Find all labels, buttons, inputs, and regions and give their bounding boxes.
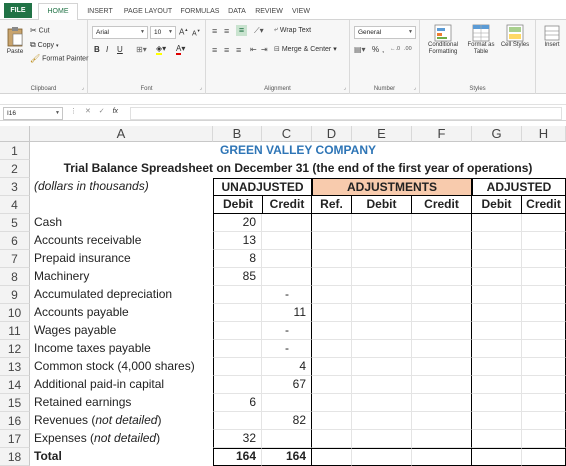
grid-cell[interactable] [472,340,522,358]
grid-cell[interactable] [522,394,566,412]
grid-cell[interactable] [352,376,412,394]
chevron-down-icon: ▼ [55,110,60,116]
font-launcher-icon[interactable]: ⌟ [199,85,202,91]
name-box[interactable] [3,107,63,120]
borders-icon[interactable]: ⊞▾ [136,45,147,54]
column-header-b[interactable]: B [213,126,262,142]
table-icon [472,24,490,42]
enter-icon[interactable]: ✓ [98,108,105,115]
grid-cell[interactable] [522,268,566,286]
subheader-ref[interactable]: Ref. [312,196,352,214]
styles-group-label: Styles [469,86,486,92]
cell-styles-label: Cell Styles [500,42,530,48]
more-icon: ⋮ [70,108,77,115]
increase-decimal-icon[interactable]: ←.0 [390,46,401,52]
sheet-subtitle[interactable]: Trial Balance Spreadsheet on December 31 (the end of the first year of operations) [63,161,533,175]
grid-cell[interactable] [522,250,566,268]
grid-cell[interactable] [412,268,472,286]
row-header[interactable]: 7 [0,250,30,268]
formula-bar [0,104,566,121]
paste-button[interactable] [4,26,26,55]
grid-cell[interactable] [352,394,412,412]
grid-cell[interactable] [312,250,352,268]
grid-cell[interactable] [412,448,472,466]
align-left-icon[interactable]: ≡ [212,45,218,55]
cells-group [536,20,566,94]
number-group [350,20,420,94]
tab-file[interactable]: FILE [4,3,32,18]
grid-cell[interactable] [412,430,472,448]
grid-cell[interactable] [472,322,522,340]
orientation-icon[interactable]: ⟋▾ [254,26,264,35]
copy-label: Copy [37,41,55,49]
unadjusted-credit[interactable] [262,214,312,232]
currency-icon[interactable]: ▤▾ [354,45,366,54]
account-name[interactable]: Accounts payable [34,305,129,319]
row-header[interactable]: 3 [0,178,30,196]
grid-cell[interactable] [472,412,522,430]
grid-cell[interactable] [312,340,352,358]
account-name[interactable]: Additional paid-in capital [34,377,165,391]
align-middle-icon[interactable]: ≡ [224,26,230,36]
decrease-decimal-icon[interactable]: .00 [404,46,412,52]
subheader-adjd-debit[interactable]: Debit [472,196,522,214]
grid-cell[interactable] [412,304,472,322]
grid-cell[interactable] [412,376,472,394]
grid-cell[interactable] [522,430,566,448]
row-header[interactable]: 18 [0,448,30,466]
font-color-icon[interactable]: A▾ [176,44,186,53]
grid-cell[interactable] [352,448,412,466]
grid-cell[interactable] [312,376,352,394]
cut-label: Cut [38,27,50,35]
grid-cell[interactable] [472,268,522,286]
subheader-unadj-debit[interactable]: Debit [213,196,262,214]
grid-cell[interactable] [522,286,566,304]
format-as-table-label: Format as Table [467,42,495,55]
insert-label: Insert [544,42,560,48]
alignment-group [206,20,350,94]
align-bottom-icon[interactable]: ≡ [236,25,247,36]
account-name[interactable]: Cash [34,215,63,229]
name-box-value: I16 [7,110,17,117]
grid-cell[interactable] [412,412,472,430]
unadjusted-debit[interactable]: 20 [242,215,256,229]
grid-cell[interactable] [352,430,412,448]
number-launcher-icon[interactable]: ⌟ [413,85,416,91]
grid-cell[interactable] [312,214,352,232]
font-size-dropdown[interactable] [150,26,176,39]
account-name[interactable]: Expenses (not detailed) [34,431,161,445]
unadjusted-debit[interactable] [213,358,262,376]
grid-cell[interactable] [352,304,412,322]
unadjusted-debit[interactable]: 32 [242,431,256,445]
grid-cell[interactable] [412,340,472,358]
grid-cell[interactable] [522,412,566,430]
grid-cell[interactable] [352,250,412,268]
grid-cell[interactable] [352,214,412,232]
grid-cell[interactable] [312,232,352,250]
unadjusted-debit[interactable] [213,412,262,430]
unadjusted-credit[interactable]: - [285,287,289,301]
formula-input[interactable] [130,107,562,120]
grid-cell[interactable] [522,214,566,232]
account-name[interactable]: Income taxes payable [34,341,151,355]
row-header[interactable]: 14 [0,376,30,394]
row-header[interactable]: 6 [0,232,30,250]
grid-cell[interactable] [312,268,352,286]
alignment-group-label: Alignment [264,86,291,92]
format-painter-button[interactable] [30,54,88,63]
copy-icon: ⧉ [30,40,36,49]
grid-cell[interactable] [352,412,412,430]
fill-color-icon[interactable]: ◈▾ [156,44,167,53]
number-format-dropdown[interactable] [354,26,416,39]
unadjusted-credit[interactable]: 4 [299,359,306,373]
row-header[interactable]: 2 [0,160,30,178]
total-label[interactable]: Total [34,449,62,463]
unadjusted-debit[interactable]: 8 [249,251,256,265]
unadjusted-credit[interactable] [262,250,312,268]
column-header-e[interactable]: E [352,126,412,142]
unadjusted-debit[interactable]: 6 [249,395,256,409]
adjustments-header[interactable]: ADJUSTMENTS [312,178,472,196]
select-all-corner[interactable] [0,126,30,142]
percent-button[interactable]: % [372,45,380,54]
row-header[interactable]: 9 [0,286,30,304]
grid-cell[interactable] [412,358,472,376]
merge-center-label: Merge & Center [281,46,332,53]
grid-cell[interactable] [412,286,472,304]
tab-formulas[interactable]: FORMULAS [180,8,220,15]
font-name-value: Arial [96,29,110,36]
cut-button[interactable] [30,26,50,35]
grid-cell[interactable] [352,322,412,340]
grid-cell[interactable] [312,286,352,304]
grid-cell[interactable] [522,232,566,250]
unadjusted-debit[interactable] [213,304,262,322]
column-header-c[interactable]: C [262,126,312,142]
column-header-h[interactable]: H [522,126,566,142]
grow-font-button[interactable]: A▲ [179,27,189,37]
conditional-formatting-label: Conditional Formatting [427,42,459,55]
clipboard-launcher-icon[interactable]: ⌟ [81,85,84,91]
insert-button[interactable] [540,24,564,48]
row-header[interactable]: 12 [0,340,30,358]
grid-cell[interactable] [312,448,352,466]
font-name-dropdown[interactable] [92,26,148,39]
account-name[interactable]: Prepaid insurance [34,251,131,265]
grid-cell[interactable] [312,304,352,322]
font-group-label: Font [140,86,153,92]
tab-view[interactable]: VIEW [292,8,310,15]
subheader-unadj-credit[interactable]: Credit [262,196,312,214]
chevron-down-icon: ▼ [168,29,173,35]
grid-cell[interactable] [522,322,566,340]
column-header-g[interactable]: G [472,126,522,142]
account-name[interactable]: Machinery [34,269,90,283]
italic-button[interactable]: I [106,45,109,54]
grid-cell[interactable] [352,340,412,358]
row-header[interactable]: 17 [0,430,30,448]
row-header[interactable]: 1 [0,142,30,160]
merge-center-button[interactable]: ⊟ Merge & Center ▾ [274,46,337,54]
grid-cell[interactable] [352,268,412,286]
grid-cell[interactable] [522,358,566,376]
grid-cell[interactable] [472,304,522,322]
column-header-f[interactable]: F [412,126,472,142]
shrink-font-button[interactable]: A▼ [192,28,201,38]
grid-cell[interactable] [312,394,352,412]
tab-page-layout[interactable]: PAGE LAYOUT [123,8,173,15]
account-name[interactable]: Accounts receivable [34,233,142,247]
account-name[interactable]: Accumulated depreciation [34,287,173,301]
grid-cell[interactable] [312,430,352,448]
alignment-launcher-icon[interactable]: ⌟ [343,85,346,91]
unadjusted-debit[interactable] [213,322,262,340]
unadjusted-debit[interactable]: 85 [242,269,256,283]
increase-indent-icon[interactable]: ⇥ [261,45,268,54]
row-header[interactable]: 5 [0,214,30,232]
paintbrush-icon: 🖌 [30,54,41,63]
worksheet [0,126,566,464]
grid-cell[interactable] [472,430,522,448]
format-as-table-button[interactable] [464,24,498,56]
grid-cell[interactable] [472,448,522,466]
row-header[interactable]: 11 [0,322,30,340]
account-name[interactable]: Retained earnings [34,395,132,409]
clipboard-group-label: Clipboard [30,86,57,92]
tab-review[interactable]: REVIEW [255,8,283,15]
row-header[interactable]: 16 [0,412,30,430]
decrease-indent-icon[interactable]: ⇤ [250,45,257,54]
unadjusted-debit[interactable]: 13 [242,233,256,247]
row-header[interactable]: 10 [0,304,30,322]
chevron-down-icon: ▼ [140,29,145,35]
ribbon-tab-bar [0,0,566,20]
units-note[interactable]: (dollars in thousands) [34,179,149,193]
comma-button[interactable]: , [382,45,385,54]
unadjusted-credit[interactable] [262,268,312,286]
wrap-text-icon: ⤶ [274,26,278,33]
row-header[interactable]: 8 [0,268,30,286]
clipboard-group [0,20,88,94]
merge-icon: ⊟ [274,46,280,54]
grid-cell[interactable] [522,376,566,394]
cell-styles-icon [506,24,524,42]
grid-cell[interactable] [412,250,472,268]
font-size-value: 10 [154,29,162,36]
unadjusted-credit[interactable]: 67 [292,377,306,391]
styles-group [420,20,536,94]
grid-cell[interactable] [352,358,412,376]
align-right-icon[interactable]: ≡ [236,45,242,55]
grid-cell[interactable] [472,286,522,304]
cell-styles-button[interactable] [500,24,530,49]
subheader-adj-credit[interactable]: Credit [412,196,472,214]
insert-cells-icon [544,24,560,42]
unadjusted-credit[interactable]: 11 [293,305,306,319]
chevron-down-icon: ▼ [408,29,413,35]
unadjusted-debit[interactable] [213,340,262,358]
grid-cell[interactable] [472,358,522,376]
underline-button[interactable]: U [117,45,123,54]
row-header[interactable]: 13 [0,358,30,376]
grid-cell[interactable] [312,412,352,430]
copy-button[interactable]: ⧉ Copy ▾ [30,40,59,49]
unadjusted-debit[interactable] [213,376,262,394]
unadjusted-credit[interactable] [262,430,312,448]
grid-cell[interactable] [312,322,352,340]
bold-button[interactable]: B [94,45,100,54]
wrap-text-label: Wrap Text [279,26,312,34]
row-header[interactable]: 4 [0,196,30,214]
align-center-icon[interactable]: ≡ [224,45,230,55]
function-icon[interactable]: fx [112,108,119,115]
grid-cell[interactable] [472,376,522,394]
unadjusted-header[interactable]: UNADJUSTED [213,178,312,196]
grid-cell[interactable] [412,214,472,232]
grid-cell[interactable] [412,322,472,340]
unadjusted-credit[interactable]: - [285,341,289,355]
account-name[interactable]: Wages payable [34,323,117,337]
paste-label: Paste [6,48,24,55]
conditional-formatting-button[interactable] [424,24,462,56]
format-painter-label: Format Painter [42,55,89,63]
number-group-label: Number [373,86,396,92]
unadjusted-debit[interactable]: 164 [235,449,256,463]
grid-cell[interactable] [412,394,472,412]
subheader-adjd-credit[interactable]: Credit [522,196,566,214]
number-format-value: General [358,29,382,36]
unadjusted-credit[interactable] [262,232,312,250]
wrap-text-button[interactable] [274,26,311,34]
account-name[interactable]: Revenues (not detailed) [34,413,162,427]
scissors-icon: ✂ [30,26,37,35]
subheader-adj-debit[interactable]: Debit [352,196,412,214]
font-group [88,20,206,94]
tab-home[interactable]: HOME [38,3,78,21]
cancel-icon[interactable]: ✕ [84,108,91,115]
unadjusted-credit[interactable]: 82 [292,413,306,427]
grid-cell[interactable] [312,358,352,376]
paste-icon [6,26,24,48]
row-header[interactable]: 15 [0,394,30,412]
grid-cell[interactable] [472,250,522,268]
unadjusted-credit[interactable]: 164 [285,449,306,463]
adjusted-header[interactable]: ADJUSTED [472,178,566,196]
align-top-icon[interactable]: ≡ [212,26,218,36]
account-name[interactable]: Common stock (4,000 shares) [34,359,195,373]
grid-cell[interactable] [522,448,566,466]
grid-cell[interactable] [352,232,412,250]
grid-cell[interactable] [412,232,472,250]
column-header-a[interactable]: A [30,126,213,142]
grid-cell[interactable] [522,340,566,358]
tab-data[interactable]: DATA [228,8,246,15]
grid-cell[interactable] [472,214,522,232]
grid-cell[interactable] [352,286,412,304]
grid-cell[interactable] [522,304,566,322]
grid-cell[interactable] [472,394,522,412]
formula-buttons [70,107,118,115]
tab-insert[interactable]: INSERT [87,8,113,15]
company-title[interactable]: GREEN VALLEY COMPANY [219,143,377,157]
conditional-formatting-icon [434,24,452,42]
unadjusted-credit[interactable] [262,394,312,412]
ribbon [0,20,566,94]
column-header-d[interactable]: D [312,126,352,142]
grid-cell[interactable] [472,232,522,250]
unadjusted-debit[interactable] [213,286,262,304]
unadjusted-credit[interactable]: - [285,323,289,337]
